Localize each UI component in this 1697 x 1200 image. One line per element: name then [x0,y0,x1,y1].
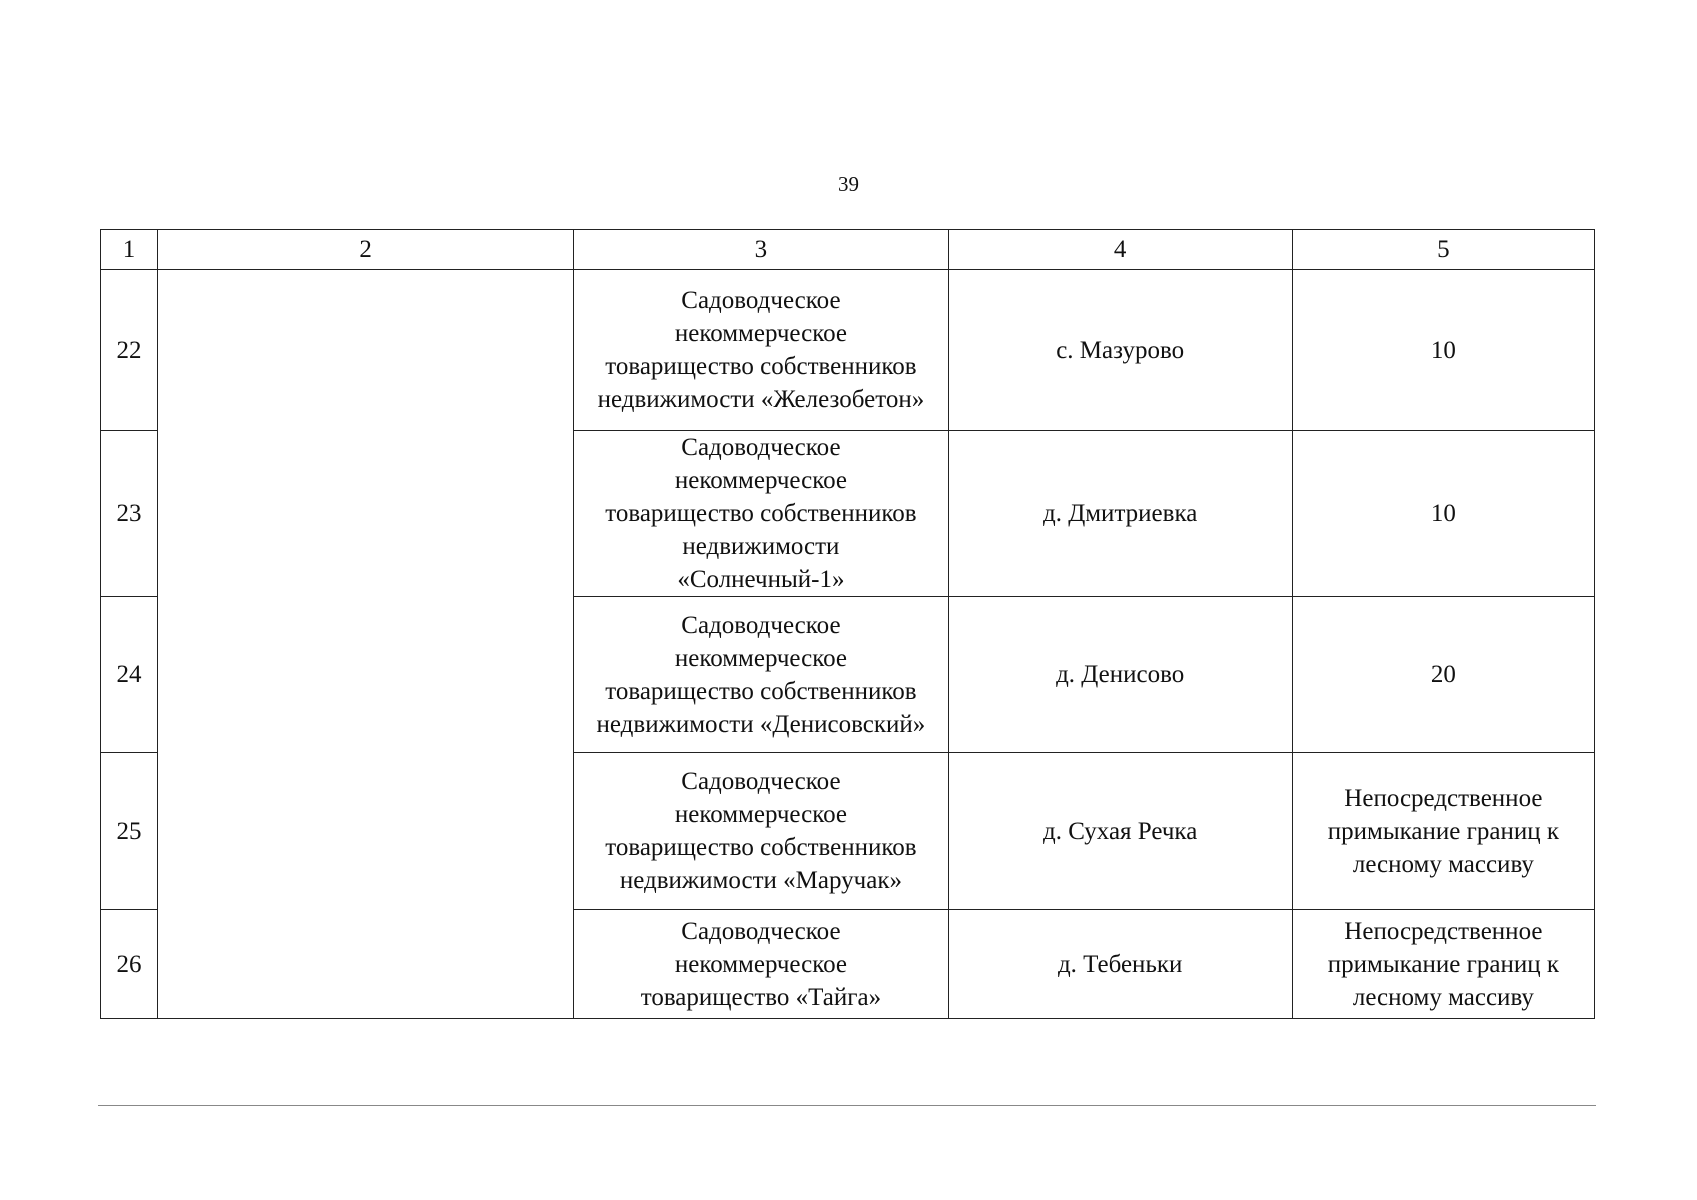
header-cell-4: 4 [948,230,1292,270]
header-cell-5: 5 [1292,230,1594,270]
organization-name-cell: Садоводческое некоммерческое товарищество собственников недвижимости «Маручак» [574,753,948,910]
page-number: 39 [838,172,859,196]
row-number-cell: 23 [101,431,158,597]
location-cell: с. Мазурово [948,270,1292,431]
header-cell-1: 1 [101,230,158,270]
footer-divider [98,1105,1596,1106]
header-cell-2: 2 [158,230,574,270]
row-number-cell: 22 [101,270,158,431]
value-cell: 10 [1292,431,1594,597]
location-cell: д. Сухая Речка [948,753,1292,910]
organization-name-cell: Садоводческое некоммерческое товарищество собственников недвижимости «Солнечный-1» [574,431,948,597]
organization-name-cell: Садоводческое некоммерческое товарищество «Тайга» [574,910,948,1019]
row-number-cell: 25 [101,753,158,910]
location-cell: д. Тебеньки [948,910,1292,1019]
value-cell: Непосредственное примыкание границ к лесному массиву [1292,753,1594,910]
value-cell: 10 [1292,270,1594,431]
table-row [101,270,1595,431]
data-table [100,229,1595,1019]
location-cell: д. Денисово [948,597,1292,753]
location-cell: д. Дмитриевка [948,431,1292,597]
header-cell-3: 3 [574,230,948,270]
value-cell: 20 [1292,597,1594,753]
row-number-cell: 26 [101,910,158,1019]
organization-name-cell: Садоводческое некоммерческое товарищество собственников недвижимости «Железобетон» [574,270,948,431]
value-cell: Непосредственное примыкание границ к лесному массиву [1292,910,1594,1019]
table-header-row [101,230,1595,270]
row-number-cell: 24 [101,597,158,753]
organization-name-cell: Садоводческое некоммерческое товарищество собственников недвижимости «Денисовский» [574,597,948,753]
merged-empty-cell [158,270,574,1019]
